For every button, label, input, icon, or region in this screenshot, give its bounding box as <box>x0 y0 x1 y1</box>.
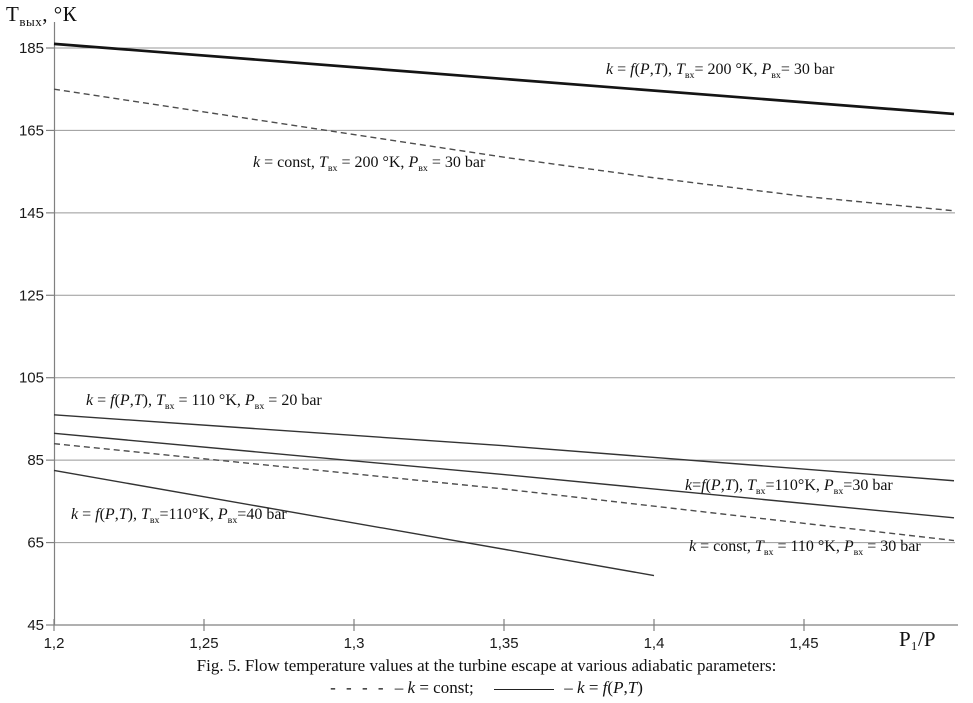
y-tick-label: 105 <box>18 369 44 387</box>
y-tick-label: 45 <box>27 617 44 634</box>
curve-label: k = const, $T_{вх} = 110$ °K, $P_{вх} = 30$ bar <box>689 538 921 559</box>
figure-caption <box>0 655 973 698</box>
y-tick-label: 85 <box>27 452 44 470</box>
y-tick-label: 125 <box>18 287 44 305</box>
series-line <box>54 89 954 211</box>
y-tick-label: 65 <box>27 534 44 552</box>
caption-line1: Fig. 5. Flow temperature values at the turbine escape at various adiabatic parameters: <box>196 656 777 675</box>
x-tick-label: 1,35 <box>489 635 519 652</box>
caption-legend <box>0 677 973 698</box>
y-tick-label: 145 <box>18 204 44 222</box>
y-axis-title: $Т_{вых}$, °К <box>6 2 78 30</box>
x-axis-title: P₁/P <box>899 627 936 651</box>
legend-dashed-label: – k = const; <box>394 678 474 697</box>
curve-label: k=f(P,T), $T_{вх}=110^\circ K$, $P_{вх}=30$ bar <box>685 477 893 498</box>
x-tick-label: 1,2 <box>43 635 65 652</box>
curve-label: k = f(P,T), $T_{вх}=110^\circ K$, $P_{вх}=40$ bar <box>71 506 287 527</box>
curve-label: k = f(P,T), $T_{вх}= 200$ °K, $P_{вх}= 30$ bar <box>606 61 835 82</box>
curve-label: k = f(P,T), $T_{вх} = 110$ °K, $P_{вх} = 20$ bar <box>86 392 322 413</box>
legend-solid-line-sample <box>494 689 554 690</box>
series-line <box>54 415 954 481</box>
x-tick-label: 1,3 <box>343 635 365 652</box>
x-tick-label: 1,25 <box>189 635 219 652</box>
legend-dashed-sample: - - - - <box>330 678 387 697</box>
legend-solid-label: – k = f(P,T) <box>564 678 643 697</box>
x-tick-label: 1,4 <box>643 635 665 652</box>
x-tick-label: 1,45 <box>789 635 819 652</box>
curve-label: k = const, $T_{вх} = 200$ °K, $P_{вх} = 30$ bar <box>253 154 486 175</box>
y-tick-label: 165 <box>18 122 44 140</box>
y-tick-label: 185 <box>18 40 44 57</box>
